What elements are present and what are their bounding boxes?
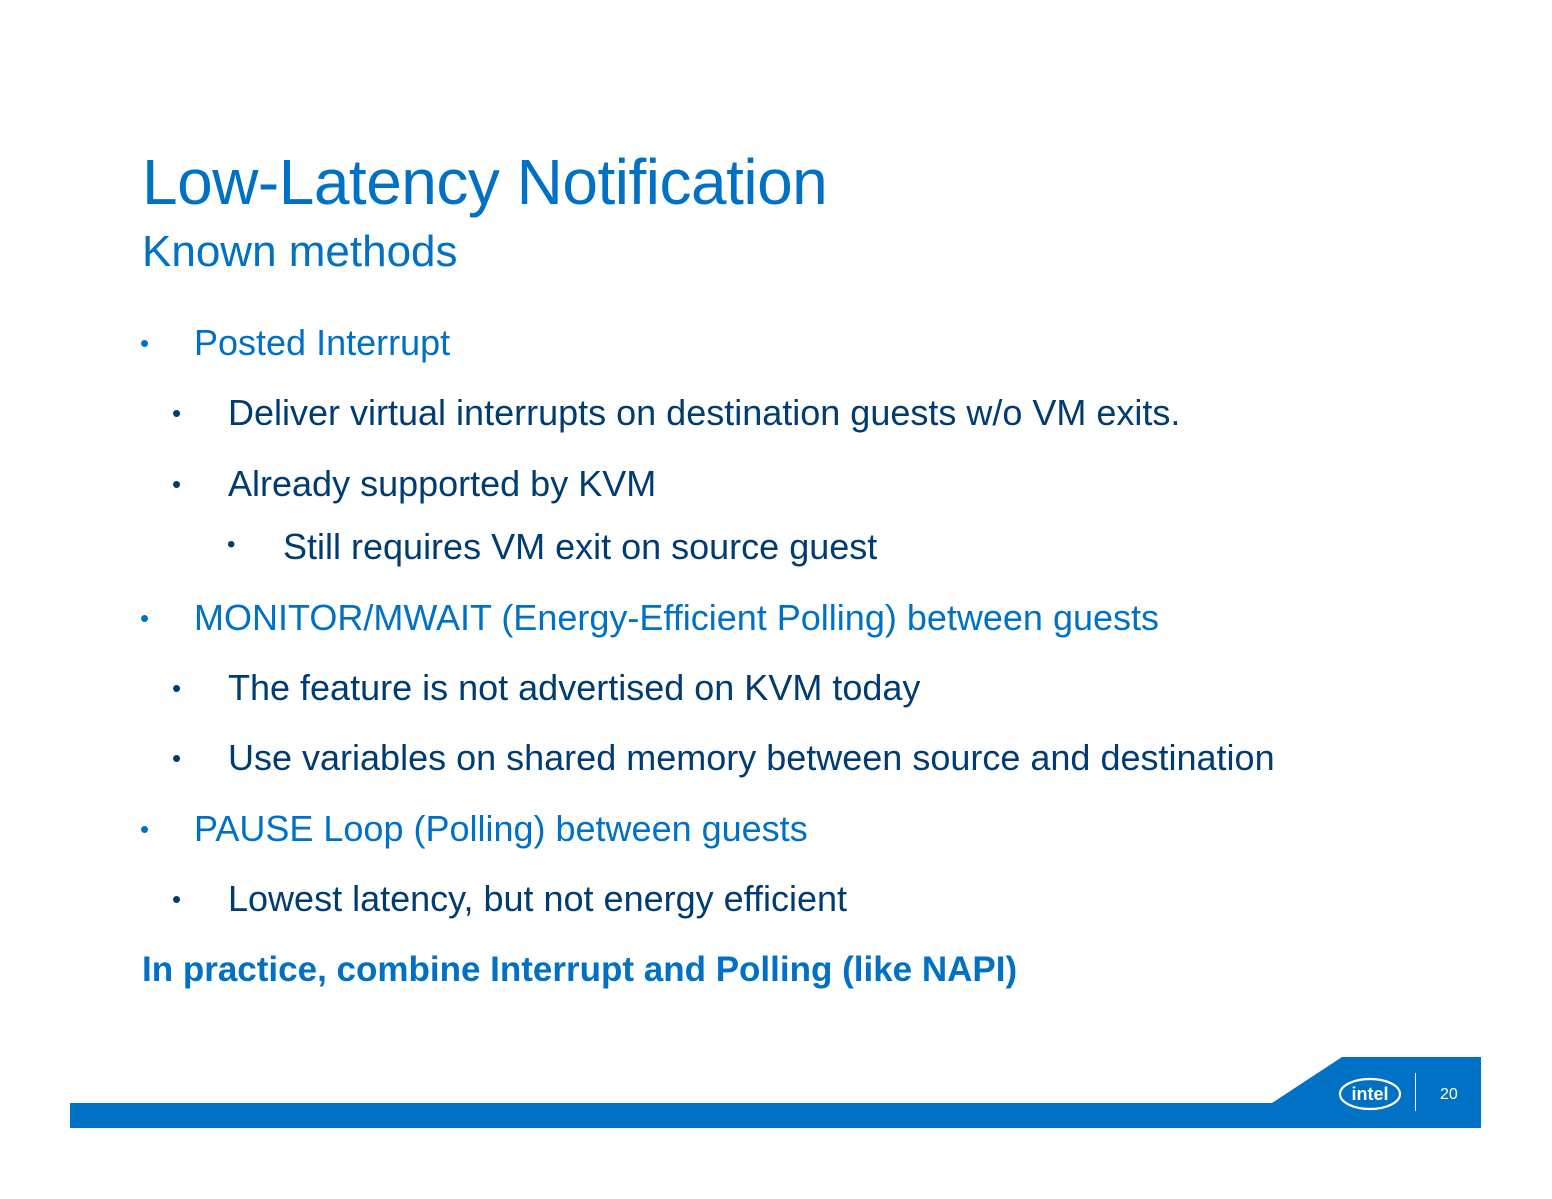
logo-wordmark: intel	[1351, 1084, 1389, 1104]
bullet-dot-icon: •	[172, 673, 182, 703]
bullet-text: Already supported by KVM	[228, 463, 657, 504]
logo-divider	[1415, 1073, 1416, 1111]
bullet-already-supported	[172, 463, 657, 504]
bullet-dot-icon: •	[172, 743, 182, 773]
intel-logo-icon	[1338, 1075, 1404, 1113]
footer-bar	[70, 1103, 1481, 1128]
bullet-text: MONITOR/MWAIT (Energy-Efficient Polling) between guests	[194, 597, 1160, 638]
bullet-text: Lowest latency, but not energy efficient	[228, 878, 848, 919]
bullet-pause-loop	[140, 808, 808, 849]
slide-title: Low-Latency Notification	[142, 146, 828, 218]
bullet-shared-memory-variables	[172, 737, 1275, 778]
bullet-text: The feature is not advertised on KVM today	[228, 667, 921, 708]
bullet-dot-icon: •	[140, 814, 150, 844]
bullet-dot-icon: •	[172, 469, 182, 499]
bullet-dot-icon: •	[172, 398, 182, 428]
bullet-dot-icon: •	[172, 884, 182, 914]
slide-subtitle: Known methods	[142, 227, 458, 276]
bullet-text: Deliver virtual interrupts on destination guests w/o VM exits.	[228, 392, 1181, 433]
bullet-dot-icon: •	[227, 531, 236, 558]
bullet-lowest-latency	[172, 878, 848, 919]
slide-conclusion: In practice, combine Interrupt and Polling (like NAPI)	[142, 950, 1018, 989]
bullet-text: Still requires VM exit on source guest	[283, 526, 878, 567]
bullet-feature-not-advertised	[172, 667, 921, 708]
bullet-dot-icon: •	[140, 603, 150, 633]
bullet-text: PAUSE Loop (Polling) between guests	[194, 808, 808, 849]
bullet-still-requires-vm-exit	[227, 526, 878, 567]
bullet-dot-icon: •	[140, 328, 150, 358]
bullet-deliver-virtual-interrupts	[172, 392, 1181, 433]
bullet-text: Posted Interrupt	[194, 322, 451, 363]
page-number: 20	[1440, 1086, 1458, 1103]
bullet-monitor-mwait	[140, 597, 1160, 638]
bullet-text: Use variables on shared memory between source and destination	[228, 737, 1275, 778]
bullet-posted-interrupt	[140, 322, 451, 363]
